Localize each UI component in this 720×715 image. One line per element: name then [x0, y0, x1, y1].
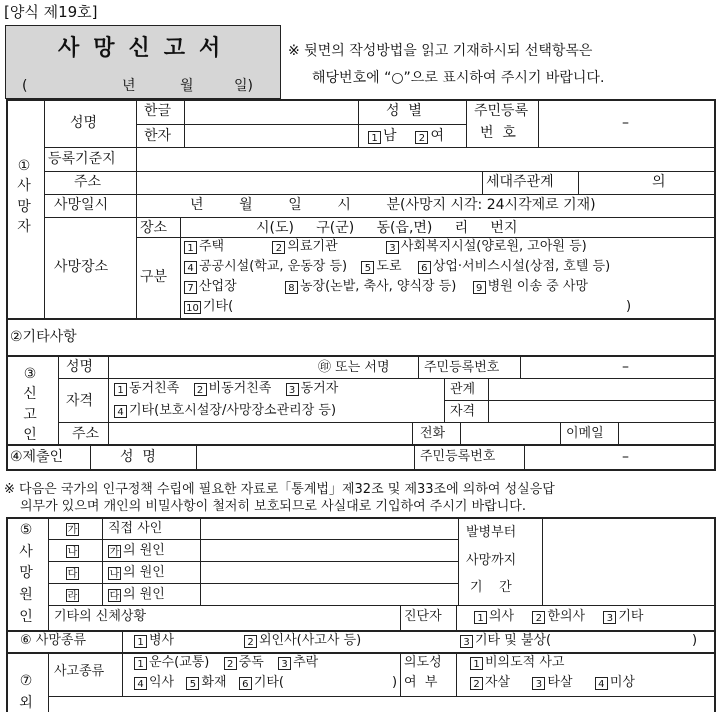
qualification-options-row-1[interactable]: 1 동거친족 2 비동거친족 3 동거자: [114, 382, 338, 396]
rrn-field[interactable]: –: [622, 115, 629, 131]
qualification-label-2: 자격: [450, 404, 476, 419]
cause-row-b-label: 가 의 원인: [109, 543, 165, 558]
accident-options-row-2[interactable]: 4 익사 5 화재 6 기타(: [134, 676, 284, 690]
cause-row-b-field[interactable]: [202, 541, 456, 560]
submitter-rrn-field[interactable]: –: [622, 449, 629, 465]
section-accident-label: ⑦ 외: [19, 673, 33, 712]
reporter-rrn-field[interactable]: –: [622, 359, 629, 375]
cause-row-a-marker: 가: [67, 525, 78, 536]
reporter-address-field[interactable]: [110, 424, 410, 442]
submitter-rrn-label: 주민등록번호: [420, 449, 496, 464]
intent-label-1: 의도성: [404, 655, 442, 670]
onset-label-3: 기 간: [470, 580, 512, 595]
rrn-label-2: 번 호: [480, 125, 516, 141]
date-month: 월: [180, 78, 194, 94]
section-reporter-label: ③ 신 고 인: [23, 366, 37, 443]
accident-other-close: ): [392, 675, 398, 690]
death-type-label: ⑥ 사망종류: [20, 633, 87, 648]
other-body-label: 기타의 신체상황: [54, 609, 147, 624]
hangul-name-field[interactable]: [186, 101, 356, 123]
section-deceased-label: ① 사 망 자: [17, 158, 31, 235]
cause-row-d-label: 다 의 원인: [109, 587, 165, 602]
place-options-row-2[interactable]: 4 공공시설(학교, 운동장 등) 5 도로 6 상업·서비스시설(상점, 호텔 등): [184, 260, 610, 274]
hangul-label: 한글: [144, 103, 172, 119]
cause-row-d-field[interactable]: [202, 585, 456, 604]
place-options-row-3[interactable]: 7 산업장 8 농장(논밭, 축사, 양식장 등) 9 병원 이송 중 사망: [184, 280, 588, 294]
form-title: 사망신고서: [58, 36, 235, 61]
phone-label: 전화: [420, 426, 446, 441]
place-options-row-1[interactable]: 1 주택 2 의료기관 3 사회복지시설(양로원, 고아원 등): [184, 240, 587, 254]
other-matters-label: ②기타사항: [10, 329, 77, 345]
cause-row-a-field[interactable]: [202, 519, 456, 538]
accident-type-label: 사고종류: [54, 664, 105, 679]
qualification-options-row-2[interactable]: 4 기타(보호시설장/사망장소관리장 등): [114, 404, 336, 418]
female-checkbox[interactable]: 2: [415, 131, 428, 144]
death-type-opt-2: 2 외인사(사고사 등): [244, 634, 361, 648]
statistics-notice-line-1: ※ 다음은 국가의 인구정책 수립에 필요한 자료로「통계법」제32조 및 제33조에 의하여 성실응답: [4, 482, 555, 497]
household-of: 의: [652, 174, 666, 190]
deceased-address-field[interactable]: [138, 173, 478, 193]
category-label: 구분: [140, 269, 168, 285]
sex-options[interactable]: 1 남 2 여: [368, 129, 444, 144]
notice-line-1: ※ 뒷면의 작성방법을 읽고 기재하시되 선택항목은: [288, 43, 593, 59]
death-type-close: ): [692, 633, 698, 648]
submitter-label: ④제출인: [10, 449, 64, 465]
reporter-address-label: 주소: [72, 426, 100, 442]
male-checkbox[interactable]: 1: [368, 131, 381, 144]
deceased-name-label: 성명: [70, 115, 98, 131]
death-type-opt-3: 3 기타 및 불상(: [460, 634, 551, 648]
reporter-qualification-label: 자격: [66, 393, 94, 409]
death-time-label: 사망일시: [54, 197, 109, 213]
cause-row-a-label: 직접 사인: [108, 521, 163, 536]
death-place-label: 사망장소: [54, 259, 109, 275]
intent-label-2: 여 부: [404, 675, 438, 690]
intent-option-1: 1 비의도적 사고: [470, 656, 564, 670]
intent-options-row-2[interactable]: 2 자살 3 타살 4 미상: [470, 676, 635, 690]
cause-row-c-label: 나 의 원인: [109, 565, 165, 580]
cause-row-c-field[interactable]: [202, 563, 456, 582]
date-open: (: [22, 78, 28, 94]
seal-or-signature[interactable]: ㊞ 또는 서명: [318, 360, 390, 375]
hanja-label: 한자: [144, 128, 172, 144]
deceased-address-label: 주소: [74, 174, 102, 190]
date-day: 일): [234, 78, 253, 94]
death-type-opt-1: 1 병사: [134, 634, 174, 648]
place-option-other-close: ): [626, 299, 632, 314]
sex-label: 성 별: [386, 103, 422, 119]
onset-label-1: 발병부터: [466, 525, 517, 540]
notice-line-2: 해당번호에 “○”으로 표시하여 주시기 바랍니다.: [312, 70, 605, 86]
statistics-notice-line-2: 의무가 있으며 개인의 비밀사항이 철저히 보호되므로 사실대로 기입하여 주시기 바랍니다.: [20, 499, 526, 514]
diagnoser-options[interactable]: 1 의사 2 한의사 3 기타: [474, 610, 644, 624]
form-number: [양식 제19호]: [4, 3, 98, 21]
relation-label: 관계: [450, 382, 476, 397]
registry-field[interactable]: [138, 149, 708, 169]
household-label: 세대주관계: [486, 174, 554, 190]
onset-label-2: 사망까지: [466, 553, 517, 568]
date-year: 년: [122, 78, 136, 94]
place-option-other[interactable]: 10 기타(: [184, 300, 233, 314]
reporter-rrn-label: 주민등록번호: [424, 360, 500, 375]
other-matters-field[interactable]: [110, 322, 710, 352]
diagnoser-label: 진단자: [404, 609, 442, 624]
death-time-field[interactable]: 년 월 일 시 분(사망지 시각: 24시각제로 기재): [190, 197, 596, 213]
submitter-name-label: 성 명: [120, 449, 156, 465]
email-label: 이메일: [566, 426, 604, 441]
section-cause-label: ⑤ 사 망 원 인: [19, 522, 33, 625]
reporter-name-field[interactable]: [110, 357, 310, 377]
submitter-name-field[interactable]: [198, 446, 412, 468]
registry-label: 등록기준지: [48, 151, 116, 167]
accident-options-row-1[interactable]: 1 운수(교통) 2 중독 3 추락: [134, 656, 318, 670]
rrn-label: 주민등록: [474, 103, 529, 119]
place-label: 장소: [140, 220, 168, 236]
hanja-name-field[interactable]: [186, 126, 356, 146]
reporter-name-label: 성명: [66, 359, 94, 375]
place-field[interactable]: 시(도) 구(군) 동(읍,면) 리 번지: [256, 220, 518, 236]
